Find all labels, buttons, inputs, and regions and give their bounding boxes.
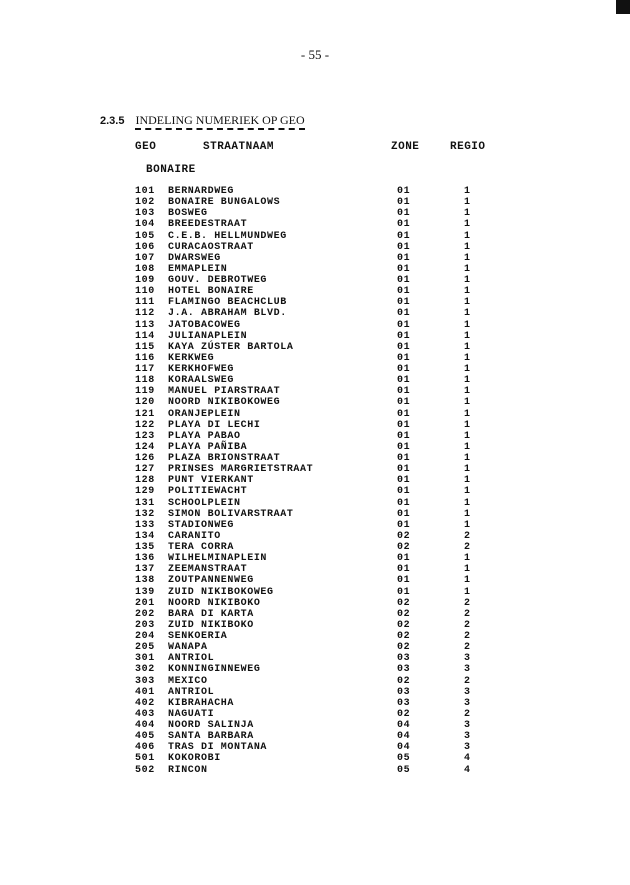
column-header-straatnaam: STRAATNAAM — [203, 141, 275, 153]
zone-code: 03 — [397, 664, 411, 676]
table-row — [0, 409, 630, 420]
zone-code: 01 — [397, 564, 411, 576]
table-row — [0, 653, 630, 664]
regio-code: 1 — [464, 219, 471, 231]
zone-code: 02 — [397, 597, 411, 609]
zone-code: 01 — [397, 386, 411, 398]
table-row — [0, 642, 630, 653]
table-row — [0, 297, 630, 308]
table-row — [0, 742, 630, 753]
regio-code: 1 — [464, 330, 471, 342]
geo-code: 502 — [135, 764, 155, 776]
regio-code: 1 — [464, 364, 471, 375]
zone-code: 01 — [397, 486, 411, 498]
street-name: ANTRIOL — [168, 686, 215, 698]
table-row — [0, 687, 630, 698]
regio-code: 1 — [464, 375, 471, 387]
street-name: CARANITO — [168, 530, 221, 542]
zone-code: 04 — [397, 742, 411, 754]
street-name: BARA DI KARTA — [168, 608, 254, 620]
geo-code: 401 — [135, 686, 155, 698]
zone-code: 01 — [397, 419, 411, 431]
geo-code: 118 — [135, 375, 155, 387]
zone-code: 01 — [397, 286, 411, 298]
regio-code: 1 — [464, 319, 471, 331]
street-name: PLAYA PABAO — [168, 430, 241, 442]
geo-code: 111 — [135, 297, 155, 309]
zone-code: 02 — [397, 608, 411, 620]
zone-code: 01 — [397, 241, 411, 253]
section-title: INDELING NUMERIEK OP GEO — [135, 113, 304, 130]
geo-code: 121 — [135, 408, 155, 420]
street-name: MANUEL PIARSTRAAT — [168, 386, 281, 398]
street-name: KONNINGINNEWEG — [168, 664, 261, 676]
table-row — [0, 564, 630, 575]
street-name: ZUID NIKIBOKO — [168, 619, 254, 631]
table-row — [0, 420, 630, 431]
street-name: ZEEMANSTRAAT — [168, 564, 248, 576]
regio-code: 1 — [464, 519, 471, 531]
regio-code: 2 — [464, 542, 471, 553]
table-row — [0, 253, 630, 264]
geo-code: 116 — [135, 352, 155, 364]
zone-code: 04 — [397, 720, 411, 731]
geo-code: 136 — [135, 553, 155, 565]
zone-code: 01 — [397, 297, 411, 309]
regio-code: 1 — [464, 553, 471, 565]
street-name: JATOBACOWEG — [168, 319, 241, 331]
regio-code: 3 — [464, 686, 471, 698]
street-name: KIBRAHACHA — [168, 697, 235, 709]
table-row — [0, 731, 630, 742]
geo-code: 127 — [135, 464, 155, 476]
zone-code: 01 — [397, 319, 411, 331]
geo-code: 402 — [135, 697, 155, 709]
street-name: C.E.B. HELLMUNDWEG — [168, 230, 287, 242]
column-header-regio: REGIO — [450, 141, 486, 153]
street-name: PLAZA BRIONSTRAAT — [168, 453, 281, 464]
street-name: SIMON BOLIVARSTRAAT — [168, 508, 294, 520]
street-name: ZUID NIKIBOKOWEG — [168, 586, 274, 598]
street-name: NOORD NIKIBOKOWEG — [168, 397, 281, 409]
regio-code: 3 — [464, 742, 471, 754]
table-row — [0, 709, 630, 720]
table-row — [0, 598, 630, 609]
zone-code: 02 — [397, 631, 411, 642]
table-row — [0, 464, 630, 475]
regio-code: 4 — [464, 753, 471, 765]
table-row — [0, 342, 630, 353]
zone-code: 01 — [397, 230, 411, 242]
geo-code: 109 — [135, 275, 155, 286]
regio-code: 1 — [464, 575, 471, 587]
zone-code: 01 — [397, 464, 411, 476]
regio-code: 2 — [464, 619, 471, 631]
geo-code: 138 — [135, 575, 155, 587]
geo-code: 119 — [135, 386, 155, 398]
regio-code: 3 — [464, 653, 471, 665]
table-row — [0, 609, 630, 620]
geo-code: 106 — [135, 241, 155, 253]
zone-code: 03 — [397, 653, 411, 665]
table-row — [0, 386, 630, 397]
table-row — [0, 353, 630, 364]
zone-code: 02 — [397, 675, 411, 687]
table-row — [0, 264, 630, 275]
regio-code: 1 — [464, 208, 471, 220]
geo-code: 113 — [135, 319, 155, 331]
regio-code: 1 — [464, 441, 471, 453]
geo-code: 115 — [135, 341, 155, 353]
zone-code: 01 — [397, 186, 411, 197]
table-row — [0, 553, 630, 564]
street-name: BERNARDWEG — [168, 186, 235, 197]
table-row — [0, 331, 630, 342]
street-name: JULIANAPLEIN — [168, 330, 248, 342]
regio-code: 1 — [464, 497, 471, 509]
geo-code: 103 — [135, 208, 155, 220]
zone-code: 02 — [397, 619, 411, 631]
table-row — [0, 453, 630, 464]
regio-code: 2 — [464, 597, 471, 609]
regio-code: 2 — [464, 608, 471, 620]
geo-code: 126 — [135, 453, 155, 464]
zone-code: 05 — [397, 764, 411, 776]
regio-code: 1 — [464, 308, 471, 320]
table-row — [0, 219, 630, 230]
street-name: BREEDESTRAAT — [168, 219, 248, 231]
table-row — [0, 664, 630, 675]
geo-code: 128 — [135, 475, 155, 487]
table-row — [0, 486, 630, 497]
regio-code: 1 — [464, 419, 471, 431]
geo-code: 203 — [135, 619, 155, 631]
geo-code: 134 — [135, 530, 155, 542]
geo-code: 114 — [135, 330, 155, 342]
geo-code: 404 — [135, 720, 155, 731]
geo-code: 102 — [135, 197, 155, 209]
geo-code: 204 — [135, 631, 155, 642]
street-name: MEXICO — [168, 675, 208, 687]
regio-code: 1 — [464, 586, 471, 598]
zone-code: 01 — [397, 219, 411, 231]
street-name: J.A. ABRAHAM BLVD. — [168, 308, 287, 320]
regio-code: 3 — [464, 731, 471, 743]
zone-code: 01 — [397, 475, 411, 487]
street-name: DWARSWEG — [168, 252, 221, 264]
scan-edge — [616, 0, 630, 14]
street-name: SCHOOLPLEIN — [168, 497, 241, 509]
geo-code: 301 — [135, 653, 155, 665]
zone-code: 01 — [397, 575, 411, 587]
regio-code: 1 — [464, 297, 471, 309]
geo-code: 405 — [135, 731, 155, 743]
zone-code: 01 — [397, 275, 411, 286]
street-name: STADIONWEG — [168, 519, 235, 531]
regio-code: 1 — [464, 386, 471, 398]
table-row — [0, 720, 630, 731]
geo-code: 202 — [135, 608, 155, 620]
zone-code: 04 — [397, 731, 411, 743]
table-row — [0, 186, 630, 197]
zone-code: 05 — [397, 753, 411, 765]
regio-code: 1 — [464, 197, 471, 209]
table-row — [0, 531, 630, 542]
geo-code: 117 — [135, 364, 155, 375]
street-name: KOKOROBI — [168, 753, 221, 765]
table-row — [0, 375, 630, 386]
regio-code: 2 — [464, 708, 471, 720]
street-name: FLAMINGO BEACHCLUB — [168, 297, 287, 309]
street-name: POLITIEWACHT — [168, 486, 248, 498]
zone-code: 01 — [397, 208, 411, 220]
geo-code: 101 — [135, 186, 155, 197]
regio-code: 1 — [464, 230, 471, 242]
table-row — [0, 364, 630, 375]
table-row — [0, 442, 630, 453]
table-row — [0, 620, 630, 631]
geo-code: 133 — [135, 519, 155, 531]
page-number: - 55 - — [300, 47, 330, 62]
regio-code: 1 — [464, 341, 471, 353]
regio-code: 1 — [464, 263, 471, 275]
table-row — [0, 698, 630, 709]
geo-code: 124 — [135, 441, 155, 453]
street-name: HOTEL BONAIRE — [168, 286, 254, 298]
zone-code: 01 — [397, 197, 411, 209]
street-name: CURACAOSTRAAT — [168, 241, 254, 253]
geo-code: 104 — [135, 219, 155, 231]
table-row — [0, 308, 630, 319]
geo-code: 201 — [135, 597, 155, 609]
table-row — [0, 320, 630, 331]
zone-code: 01 — [397, 453, 411, 464]
street-name: KERKHOFWEG — [168, 364, 235, 375]
regio-code: 3 — [464, 697, 471, 709]
zone-code: 02 — [397, 542, 411, 553]
zone-code: 01 — [397, 263, 411, 275]
geo-code: 137 — [135, 564, 155, 576]
geo-code: 108 — [135, 263, 155, 275]
zone-code: 03 — [397, 697, 411, 709]
zone-code: 01 — [397, 397, 411, 409]
zone-code: 01 — [397, 508, 411, 520]
zone-code: 01 — [397, 252, 411, 264]
regio-code: 1 — [464, 275, 471, 286]
zone-code: 01 — [397, 553, 411, 565]
column-header-zone: ZONE — [391, 141, 420, 153]
table-row — [0, 753, 630, 764]
street-name: ZOUTPANNENWEG — [168, 575, 254, 587]
regio-code: 1 — [464, 453, 471, 464]
street-name: NOORD SALINJA — [168, 720, 254, 731]
table-row — [0, 197, 630, 208]
regio-code: 1 — [464, 430, 471, 442]
table-row — [0, 231, 630, 242]
section-number: 2.3.5 — [100, 115, 125, 127]
group-label: BONAIRE — [146, 164, 196, 176]
street-name: TRAS DI MONTANA — [168, 742, 268, 754]
geo-code: 139 — [135, 586, 155, 598]
table-row — [0, 520, 630, 531]
regio-code: 1 — [464, 486, 471, 498]
street-name: PLAYA DI LECHI — [168, 419, 261, 431]
regio-code: 1 — [464, 408, 471, 420]
geo-code: 120 — [135, 397, 155, 409]
geo-code: 406 — [135, 742, 155, 754]
table-row — [0, 575, 630, 586]
street-name: ANTRIOL — [168, 653, 215, 665]
section-heading — [100, 113, 305, 128]
street-name: KORAALSWEG — [168, 375, 235, 387]
geo-code: 129 — [135, 486, 155, 498]
geo-code: 123 — [135, 430, 155, 442]
table-row — [0, 587, 630, 598]
street-name: BONAIRE BUNGALOWS — [168, 197, 281, 209]
zone-code: 02 — [397, 642, 411, 654]
zone-code: 01 — [397, 430, 411, 442]
table-row — [0, 676, 630, 687]
table-row — [0, 765, 630, 776]
regio-code: 1 — [464, 286, 471, 298]
zone-code: 01 — [397, 519, 411, 531]
regio-code: 1 — [464, 397, 471, 409]
table-row — [0, 431, 630, 442]
zone-code: 01 — [397, 497, 411, 509]
zone-code: 02 — [397, 530, 411, 542]
geo-code: 105 — [135, 230, 155, 242]
street-name: PUNT VIERKANT — [168, 475, 254, 487]
street-name: KAYA ZÚSTER BARTOLA — [168, 341, 294, 353]
geo-code: 131 — [135, 497, 155, 509]
geo-code: 135 — [135, 542, 155, 553]
table-row — [0, 475, 630, 486]
street-name: PRINSES MARGRIETSTRAAT — [168, 464, 314, 476]
street-name: WANAPA — [168, 642, 208, 654]
zone-code: 03 — [397, 686, 411, 698]
regio-code: 2 — [464, 642, 471, 654]
street-table — [0, 186, 630, 776]
street-name: SANTA BARBARA — [168, 731, 254, 743]
street-name: NAGUATI — [168, 708, 215, 720]
zone-code: 02 — [397, 708, 411, 720]
zone-code: 01 — [397, 341, 411, 353]
street-name: RINCON — [168, 764, 208, 776]
regio-code: 1 — [464, 508, 471, 520]
regio-code: 1 — [464, 186, 471, 197]
table-row — [0, 498, 630, 509]
street-name: GOUV. DEBROTWEG — [168, 275, 268, 286]
geo-code: 132 — [135, 508, 155, 520]
street-name: NOORD NIKIBOKO — [168, 597, 261, 609]
table-row — [0, 542, 630, 553]
regio-code: 1 — [464, 241, 471, 253]
regio-code: 2 — [464, 530, 471, 542]
zone-code: 01 — [397, 330, 411, 342]
zone-code: 01 — [397, 352, 411, 364]
regio-code: 3 — [464, 720, 471, 731]
geo-code: 112 — [135, 308, 155, 320]
geo-code: 403 — [135, 708, 155, 720]
table-row — [0, 208, 630, 219]
geo-code: 302 — [135, 664, 155, 676]
geo-code: 303 — [135, 675, 155, 687]
street-name: EMMAPLEIN — [168, 263, 228, 275]
zone-code: 01 — [397, 375, 411, 387]
regio-code: 3 — [464, 664, 471, 676]
regio-code: 2 — [464, 631, 471, 642]
zone-code: 01 — [397, 586, 411, 598]
regio-code: 4 — [464, 764, 471, 776]
street-name: KERKWEG — [168, 352, 215, 364]
street-name: SENKOERIA — [168, 631, 228, 642]
street-name: PLAYA PAÑIBA — [168, 441, 248, 453]
table-row — [0, 286, 630, 297]
zone-code: 01 — [397, 364, 411, 375]
geo-code: 205 — [135, 642, 155, 654]
street-name: ORANJEPLEIN — [168, 408, 241, 420]
geo-code: 122 — [135, 419, 155, 431]
table-row — [0, 275, 630, 286]
geo-code: 110 — [135, 286, 155, 298]
zone-code: 01 — [397, 408, 411, 420]
table-row — [0, 397, 630, 408]
regio-code: 1 — [464, 475, 471, 487]
table-row — [0, 242, 630, 253]
zone-code: 01 — [397, 441, 411, 453]
table-row — [0, 631, 630, 642]
regio-code: 1 — [464, 252, 471, 264]
regio-code: 1 — [464, 464, 471, 476]
zone-code: 01 — [397, 308, 411, 320]
regio-code: 1 — [464, 352, 471, 364]
street-name: BOSWEG — [168, 208, 208, 220]
column-header-geo: GEO — [135, 141, 157, 153]
geo-code: 501 — [135, 753, 155, 765]
geo-code: 107 — [135, 252, 155, 264]
regio-code: 1 — [464, 564, 471, 576]
street-name: WILHELMINAPLEIN — [168, 553, 268, 565]
street-name: TERA CORRA — [168, 542, 235, 553]
table-row — [0, 509, 630, 520]
regio-code: 2 — [464, 675, 471, 687]
